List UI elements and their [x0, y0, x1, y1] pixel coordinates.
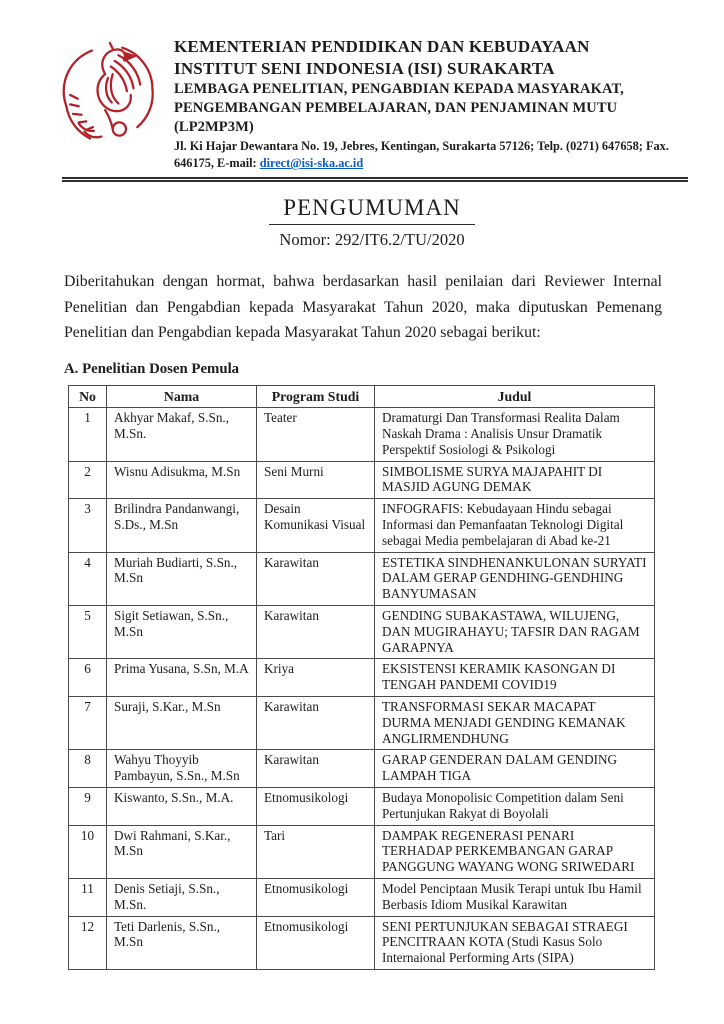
col-header-program-studi: Program Studi [257, 385, 375, 408]
table-header-row [69, 385, 655, 408]
cell-program-studi: Tari [257, 825, 375, 878]
cell-nama: Muriah Budiarti, S.Sn., M.Sn [107, 552, 257, 605]
cell-nama: Sigit Setiawan, S.Sn., M.Sn [107, 606, 257, 659]
cell-program-studi: Desain Komunikasi Visual [257, 499, 375, 552]
cell-nama: Wisnu Adisukma, M.Sn [107, 461, 257, 499]
table-row [69, 499, 655, 552]
address-text: Jl. Ki Hajar Dewantara No. 19, Jebres, Kentingan, Surakarta 57126; Telp. (0271) 647658; Fax. 646175, E-mail: [174, 139, 669, 170]
table-body [69, 408, 655, 970]
cell-no: 6 [69, 659, 107, 697]
results-table [68, 385, 655, 971]
cell-program-studi: Kriya [257, 659, 375, 697]
cell-nama: Dwi Rahmani, S.Kar., M.Sn [107, 825, 257, 878]
table-row [69, 879, 655, 917]
table-header [69, 385, 655, 408]
cell-program-studi: Seni Murni [257, 461, 375, 499]
table-row [69, 788, 655, 826]
unit-name-line-1: LEMBAGA PENELITIAN, PENGABDIAN KEPADA MASYARAKAT, [174, 81, 624, 97]
cell-no: 11 [69, 879, 107, 917]
cell-judul: ESTETIKA SINDHENANKULONAN SURYATI DALAM GERAP GENDHING-GENDHING BANYUMASAN [375, 552, 655, 605]
cell-program-studi: Karawitan [257, 697, 375, 750]
cell-program-studi: Etnomusikologi [257, 879, 375, 917]
table-row [69, 461, 655, 499]
table-row [69, 750, 655, 788]
cell-judul: Dramaturgi Dan Transformasi Realita Dalam Naskah Drama : Analisis Unsur Dramatik Perspektif Sosiologi & Psikologi [375, 408, 655, 461]
cell-nama: Denis Setiaji, S.Sn., M.Sn. [107, 879, 257, 917]
cell-program-studi: Teater [257, 408, 375, 461]
table-row [69, 659, 655, 697]
col-header-judul: Judul [375, 385, 655, 408]
cell-nama: Akhyar Makaf, S.Sn., M.Sn. [107, 408, 257, 461]
cell-nama: Brilindra Pandanwangi, S.Ds., M.Sn [107, 499, 257, 552]
email-link[interactable]: direct@isi-ska.ac.id [259, 156, 364, 170]
cell-no: 10 [69, 825, 107, 878]
table-row [69, 825, 655, 878]
cell-nama: Prima Yusana, S.Sn, M.A [107, 659, 257, 697]
cell-no: 8 [69, 750, 107, 788]
unit-name-line-2: PENGEMBANGAN PEMBELAJARAN, DAN PENJAMINAN MUTU (LP2MP3M) [174, 100, 618, 135]
cell-judul: DAMPAK REGENERASI PENARI TERHADAP PERKEMBANGAN GARAP PANGGUNG WAYANG WONG SRIWEDARI [375, 825, 655, 878]
cell-judul: TRANSFORMASI SEKAR MACAPAT DURMA MENJADI GENDING KEMANAK ANGLIRMENDHUNG [375, 697, 655, 750]
cell-no: 7 [69, 697, 107, 750]
cell-program-studi: Karawitan [257, 606, 375, 659]
cell-judul: SENI PERTUNJUKAN SEBAGAI STRAEGI PENCITRAAN KOTA (Studi Kasus Solo Internaional Performing Arts (SIPA) [375, 916, 655, 969]
intro-paragraph: Diberitahukan dengan hormat, bahwa berdasarkan hasil penilaian dari Reviewer Internal Penelitian dan Pengabdian kepada Masyarakat Tahun 2020, maka diputuskan Pemenang Penelitian dan Pengabdian kepada Masyarakat Tahun 2020 sebagai berikut: [64, 273, 662, 341]
cell-no: 5 [69, 606, 107, 659]
cell-judul: Model Penciptaan Musik Terapi untuk Ibu Hamil Berbasis Idiom Musikal Karawitan [375, 879, 655, 917]
cell-nama: Kiswanto, S.Sn., M.A. [107, 788, 257, 826]
cell-judul: EKSISTENSI KERAMIK KASONGAN DI TENGAH PANDEMI COVID19 [375, 659, 655, 697]
cell-no: 2 [69, 461, 107, 499]
table-row [69, 606, 655, 659]
ministry-name: KEMENTERIAN PENDIDIKAN DAN KEBUDAYAAN [174, 37, 590, 56]
cell-judul: GENDING SUBAKASTAWA, WILUJENG, DAN MUGIRAHAYU; TAFSIR DAN RAGAM GARAPNYA [375, 606, 655, 659]
document-number: Nomor: 292/IT6.2/TU/2020 [279, 230, 465, 249]
document-body [64, 269, 662, 346]
cell-nama: Suraji, S.Kar., M.Sn [107, 697, 257, 750]
title-block [56, 194, 688, 251]
cell-program-studi: Karawitan [257, 552, 375, 605]
cell-program-studi: Etnomusikologi [257, 788, 375, 826]
letterhead [56, 36, 688, 172]
table-row [69, 916, 655, 969]
table-row [69, 408, 655, 461]
col-header-nama: Nama [107, 385, 257, 408]
table-row [69, 697, 655, 750]
institute-name: INSTITUT SENI INDONESIA (ISI) SURAKARTA [174, 59, 555, 78]
cell-no: 9 [69, 788, 107, 826]
cell-no: 3 [69, 499, 107, 552]
col-header-no: No [69, 385, 107, 408]
cell-judul: INFOGRAFIS: Kebudayaan Hindu sebagai Informasi dan Pemanfaatan Teknologi Digital sebagai Media pembelajaran di Abad ke-21 [375, 499, 655, 552]
cell-nama: Wahyu Thoyyib Pambayun, S.Sn., M.Sn [107, 750, 257, 788]
cell-program-studi: Etnomusikologi [257, 916, 375, 969]
isi-surakarta-logo-icon [56, 39, 160, 149]
document-title: PENGUMUMAN [269, 194, 474, 225]
cell-nama: Teti Darlenis, S.Sn., M.Sn [107, 916, 257, 969]
letterhead-divider [62, 177, 688, 182]
cell-no: 1 [69, 408, 107, 461]
cell-no: 12 [69, 916, 107, 969]
cell-judul: Budaya Monopolisic Competition dalam Seni Pertunjukan Rakyat di Boyolali [375, 788, 655, 826]
table-row [69, 552, 655, 605]
section-a-heading: A. Penelitian Dosen Pemula [64, 360, 240, 377]
address-line [174, 138, 688, 172]
cell-judul: GARAP GENDERAN DALAM GENDING LAMPAH TIGA [375, 750, 655, 788]
cell-program-studi: Karawitan [257, 750, 375, 788]
letterhead-text [174, 36, 688, 172]
cell-no: 4 [69, 552, 107, 605]
cell-judul: SIMBOLISME SURYA MAJAPAHIT DI MASJID AGUNG DEMAK [375, 461, 655, 499]
